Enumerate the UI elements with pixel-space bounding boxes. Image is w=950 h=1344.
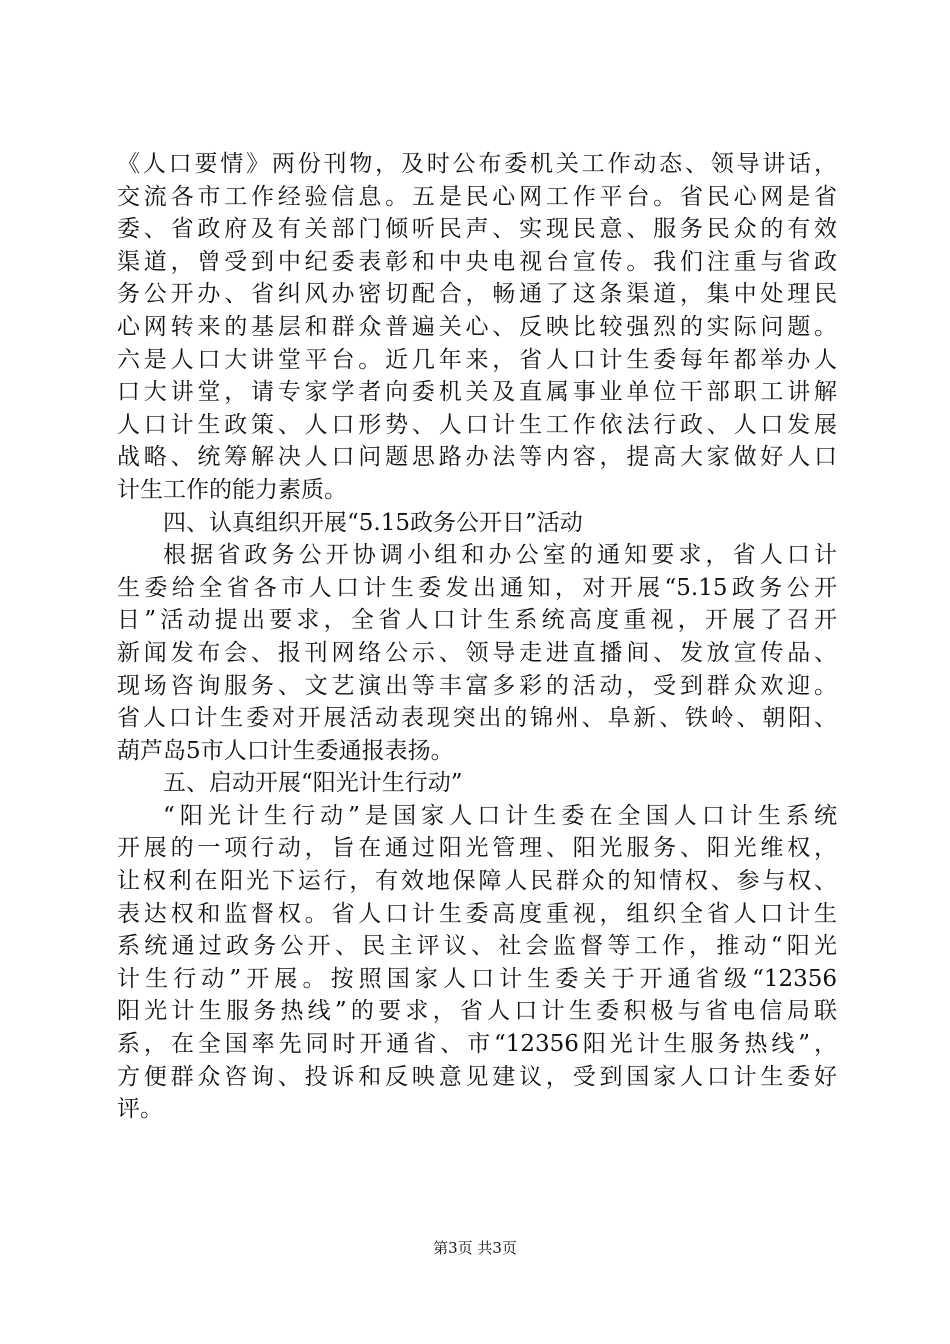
text-line: 阳光计生服务热线”的要求，省人口计生委积极与省电信局联	[117, 998, 837, 1025]
text-line: 人口计生政策、人口形势、人口计生工作依法行政、人口发展	[117, 411, 837, 438]
text-line: 口大讲堂，请专家学者向委机关及直属事业单位干部职工讲解	[117, 379, 837, 406]
page-footer	[0, 1238, 950, 1258]
text-line: 日”活动提出要求，全省人口计生系统高度重视，开展了召开	[117, 607, 837, 634]
text-line: 方便群众咨询、投诉和反映意见建议，受到国家人口计生委好	[117, 1063, 837, 1090]
text-line: 委、省政府及有关部门倾听民声、实现民意、服务民众的有效	[117, 216, 837, 243]
text-line: 表达权和监督权。省人口计生委高度重视，组织全省人口计生	[117, 900, 837, 927]
page-number: 第3页	[433, 1239, 473, 1257]
text-line: 务公开办、省纠风办密切配合，畅通了这条渠道，集中处理民	[117, 281, 837, 308]
text-line: 现场咨询服务、文艺演出等丰富多彩的活动，受到群众欢迎。	[117, 672, 837, 699]
section-heading: 五、启动开展“阳光计生行动”	[163, 770, 463, 797]
document-body	[117, 148, 837, 1126]
text-line: 开展的一项行动，旨在通过阳光管理、阳光服务、阳光维权，	[117, 835, 837, 862]
text-line: 评。	[117, 1096, 163, 1123]
text-line: 系，在全国率先同时开通省、市“12356阳光计生服务热线”，	[117, 1031, 837, 1058]
text-line: 让权利在阳光下运行，有效地保障人民群众的知情权、参与权、	[117, 868, 837, 895]
text-line: 新闻发布会、报刊网络公示、领导走进直播间、发放宣传品、	[117, 639, 837, 666]
text-line: “阳光计生行动”是国家人口计生委在全国人口计生系统	[163, 802, 837, 829]
page-total: 共3页	[477, 1239, 517, 1257]
text-line: 生委给全省各市人口计生委发出通知，对开展“5.15政务公开	[117, 574, 837, 601]
text-line: 交流各市工作经验信息。五是民心网工作平台。省民心网是省	[117, 183, 837, 210]
text-line: 《人口要情》两份刊物，及时公布委机关工作动态、领导讲话，	[117, 151, 837, 177]
text-line: 战略、统筹解决人口问题思路办法等内容，提高大家做好人口	[117, 444, 837, 471]
section-heading: 四、认真组织开展“5.15政务公开日”活动	[163, 509, 583, 536]
text-line: 计生行动”开展。按照国家人口计生委关于开通省级“12356	[117, 965, 837, 992]
text-line: 省人口计生委对开展活动表现突出的锦州、阜新、铁岭、朝阳、	[117, 705, 837, 732]
text-line: 计生工作的能力素质。	[117, 476, 347, 503]
text-line: 系统通过政务公开、民主评议、社会监督等工作，推动“阳光	[117, 933, 837, 960]
text-line: 葫芦岛5市人口计生委通报表扬。	[117, 737, 454, 764]
text-line: 渠道，曾受到中纪委表彰和中央电视台宣传。我们注重与省政	[117, 248, 837, 275]
text-line: 六是人口大讲堂平台。近几年来，省人口计生委每年都举办人	[117, 346, 837, 373]
text-line: 心网转来的基层和群众普遍关心、反映比较强烈的实际问题。	[117, 313, 837, 340]
text-line: 根据省政务公开协调小组和办公室的通知要求，省人口计	[163, 542, 837, 569]
